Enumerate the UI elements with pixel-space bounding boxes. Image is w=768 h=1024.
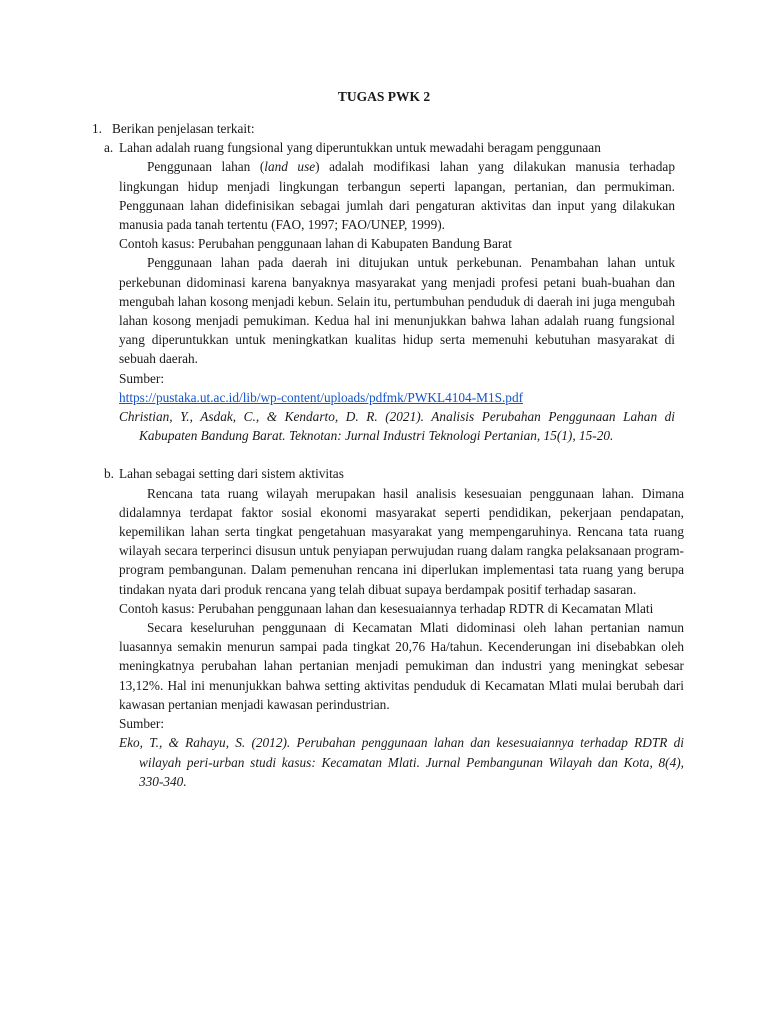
document-title: TUGAS PWK 2 [337,89,431,104]
question-number: 1. [92,121,102,136]
item-a-para1-before: Penggunaan lahan ( [147,159,265,175]
item-a [104,138,675,445]
item-b-letter: b. [104,466,114,482]
item-a-heading: Lahan adalah ruang fungsional yang diperuntukkan untuk mewadahi beragam penggunaan [119,140,601,156]
item-a-para1-italic: land use [264,159,316,175]
item-b [104,464,684,790]
item-a-source-link[interactable]: https://pustaka.ut.ac.id/lib/wp-content/uploads/pdfmk/PWKL4104-M1S.pdf [119,389,524,405]
item-b-paragraph-1: Rencana tata ruang wilayah merupakan hasil analisis kesesuaian penggunaan lahan. Dimana didalamnya terdapat faktor sosial ekonomi masyarakat seperti pendidikan, pekerjaan pendapatan, kepemilikan lahan serta tingkat pengetahuan masyarakat yang mempengaruhinya. Rencana tata ruang wilayah secara terperinci disusun untuk penyiapan perwujudan ruang dalam rangka pelaksanaan program-program pembangunan. Dalam pemenuhan rencana ini diperlukan implementasi tata ruang yang berupa tindakan nyata dari produk rencana yang telah dibuat supaya berdampak positif terhadap sasaran. [119,485,684,597]
item-a-para1-after: ) adalah modifikasi lahan yang dilakukan manusia terhadap lingkungan hidup menjadi lingkungan terbangun seperti lapangan, pertanian, dan permukiman. Penggunaan lahan didefinisikan sebagai jumlah dari pengaturan aktivitas dan input yang dilakukan manusia pada tanah tertentu (FAO, 1997; FAO/UNEP, 1999). [119,159,675,233]
item-a-letter: a. [104,140,114,156]
item-a-paragraph-1 [119,157,675,234]
question-1 [92,119,675,138]
document-content [92,119,684,791]
item-b-case-label: Contoh kasus: Perubahan penggunaan lahan dan kesesuaiannya terhadap RDTR di Kecamatan Mlati [119,600,654,616]
item-b-source-label: Sumber: [119,716,165,732]
item-a-source-label: Sumber: [119,370,165,386]
item-a-body [119,138,675,445]
question-prompt: Berikan penjelasan terkait: [112,121,255,136]
item-b-paragraph-2: Secara keseluruhan penggunaan di Kecamatan Mlati didominasi oleh lahan pertanian namun luasannya semakin menurun sampai pada tingkat 20,76 Ha/tahun. Kecenderungan ini disebabkan oleh meningkatnya perubahan lahan pertanian menjadi pemukiman dan industri yang meningkat sebesar 13,12%. Hal ini menunjukkan bahwa setting aktivitas penduduk di Kecamatan Mlati mulai berubah dari kawasan pertanian menjadi kawasan perindustrian. [119,620,684,712]
item-b-source-reference: Eko, T., & Rahayu, S. (2012). Perubahan penggunaan lahan dan kesesuaiannya terhadap RDTR di wilayah peri-urban studi kasus: Kecamatan Mlati. Jurnal Pembangunan Wilayah dan Kota, 8(4), 330-340. [119,735,684,789]
item-b-body [119,464,684,790]
item-b-heading: Lahan sebagai setting dari sistem aktivitas [119,466,344,482]
item-a-case-label: Contoh kasus: Perubahan penggunaan lahan di Kabupaten Bandung Barat [119,236,512,252]
item-a-source-reference: Christian, Y., Asdak, C., & Kendarto, D. R. (2021). Analisis Perubahan Penggunaan Lahan di Kabupaten Bandung Barat. Teknotan: Jurnal Industri Teknologi Pertanian, 15(1), 15-20. [119,409,675,444]
item-a-paragraph-2: Penggunaan lahan pada daerah ini ditujukan untuk perkebunan. Penambahan lahan untuk perkebunan didominasi karena banyaknya masyarakat yang menjadi profesi petani buah-buahan dan mengubah lahan kosong menjadi kebun. Selain itu, pertumbuhan penduduk di daerah ini juga mengubah lahan kosong menjadi pemukiman. Kedua hal ini menunjukkan bahwa lahan adalah ruang fungsional yang diperuntukkan untuk meningkatkan kualitas hidup serta memenuhi kebutuhan masyarakat di sebuah daerah. [119,255,675,367]
